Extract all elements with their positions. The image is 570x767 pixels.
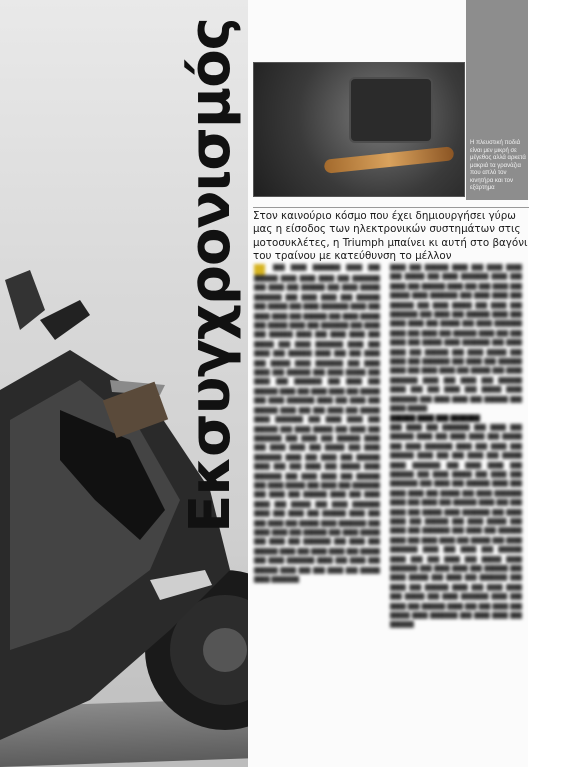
engine-photo [253, 62, 465, 197]
drop-cap [254, 264, 265, 275]
body-column-2: ████ ███ ██████ ████ ███ ████ ████ ███ █████ ███ ████ ███████ ████ ███ ████ ███ ██████ ████ ███ ███ ████ ███ █████ ████ ███████ ███ ████ ████ ███ ██████ ███ ████ █████ ███ ████ ███ ███████ ███ ████ ███ ██████ ████ ███ ████ ████ ███ █████ ███ ████ ███████ ████ ███ ████ ███ ██████ ████ ███ ███ ████ ███ █████ ████ ███████ ███ ████ ████ ███ ██████ ███ ████ █████ ███ ████ ███ ███████ ███ ████ ███ ██████ ████ ███ ████ ████ ███ █████ ███ ████ ███████ ████ ███ ████ ███ ██████ ████ ███ ███ ████ ███ █████ ████ ███████ ███ ████ ████ ███ ██████ ███ ████ █████ ██████ ████ ███ ███████ ███ ████ ███ ███████ ███ ████ ███ ██████ ████ ███ ████ ████ ███ █████ ███ ████ ███████ ████ ███ ████ ███ ██████ ████ ███ ███ ████ ███ █████ ████ ███████ ███ ████ ████ ███ ██████ ███ ████ █████ ███ ████ ███ ███████ ███ ████ ███ ██████ ████ ███ ████ ████ ███ █████ ███ ████ ███████ ████ ███ ████ ███ ██████ ████ ███ ███ ████ ███ █████ ████ ███████ ███ ████ ████ ███ ██████ ███ ████ █████ ███ ████ ███ ███████ ███ ████ ███ ██████ ████ ███ ████ ████ ███ █████ ███ ████ ███████ ████ ███ ████ ███ ██████ ████ ███ ███ ████ ███ █████ ████ ███████ ███ ████ ████ ███ ██████ ███ ████ █████ ███ ████ ███ ███████ ███ ████ ███ ██████ ████ ███ ████ ████ ███ █████ ███ ████ ███████ ████ ███ ████ ███ ██████ ████ ███ ███ ████ ███ █████ ████ ███████ ███ ████ ████ ███ ██████ [390, 265, 522, 629]
body-column-1: ███ ████ ███████ ████ ███ ██████ ████ ████ ████ ███ ███████ ███ ████ ███ ██████ ███ ████ █████ ███████ ███ ████ ████ ███ ██████ ███ █████ ███ ████ ███████ ████ ███ ████ ████ ███ ██████ ███ ████ █████ ███ █████ ████ ███ ███████ ███ ████ ███ ██████ ████ ███ ████ ████ ███ █████ ███ ████ ███████ ████ ███ ████ ███ ██████ ████ ███ ███ ████ ███ █████ ████ ███████ ███ ████ ████ ███ ██████ ███ ████ █████ ███ ████ ███ ███████ ███ ████ ███ ██████ ████ ███ ████ ████ ███ █████ ███ ████ ███████ ████ ███ ████ ███ ██████ ████ ███ ███ ████ ███ █████ ████ ███████ ███ ████ ████ ███ ██████ ███ ████ █████ ███ ████ ███ ███████ ███ ████ ███ ██████ ████ ███ ████ ████ ███ █████ ███ ████ ███████ ████ ███ ████ ███ ██████ ████ ███ ███ ████ ███ █████ ████ ███████ ███ ████ ████ ███ ██████ ███ ████ █████ ███ ████ ███ ███████ ███ ████ ███ ██████ ████ ███ ████ ████ ███ █████ ███ ████ ███████ ████ ███ ████ ███ ██████ ████ ███ ███ ████ ███ █████ ████ ███████ ███ ████ ████ ███ ██████ ███ ████ █████ ███ ████ ███ ███████ ███ ████ ███ ██████ ████ ███ ████ ████ ███ █████ ███ ████ ███████ ████ ███ ████ ███ ██████ ████ ███ ███ ████ ███ █████ ████ ███████ [254, 265, 380, 583]
title-container [178, 10, 242, 540]
article-title: Εκσυγχρονισμός [177, 17, 243, 533]
engine-block [349, 77, 433, 143]
body-subhead: ██████ ████ ███ ███████ [390, 415, 481, 422]
photo-caption: Η πλευστική ποδιά είναι μεν μικρή σε μέγεθος αλλά αρκετά μακριά τα γρανάζια που απλό τον κινητήρα και τον εξάρτημα [470, 140, 526, 191]
exhaust-pipe [324, 146, 455, 174]
article-lede: Στον καινούριο κόσμο που έχει δημιουργήσει γύρω μας η είσοδος των ηλεκτρονικών συστημάτων στις μοτοσυκλέτες, η Triumph μπαίνει κι αυτή στο βαγόνι του τραίνου με κατεύθυνση το μέλλον [253, 207, 529, 264]
